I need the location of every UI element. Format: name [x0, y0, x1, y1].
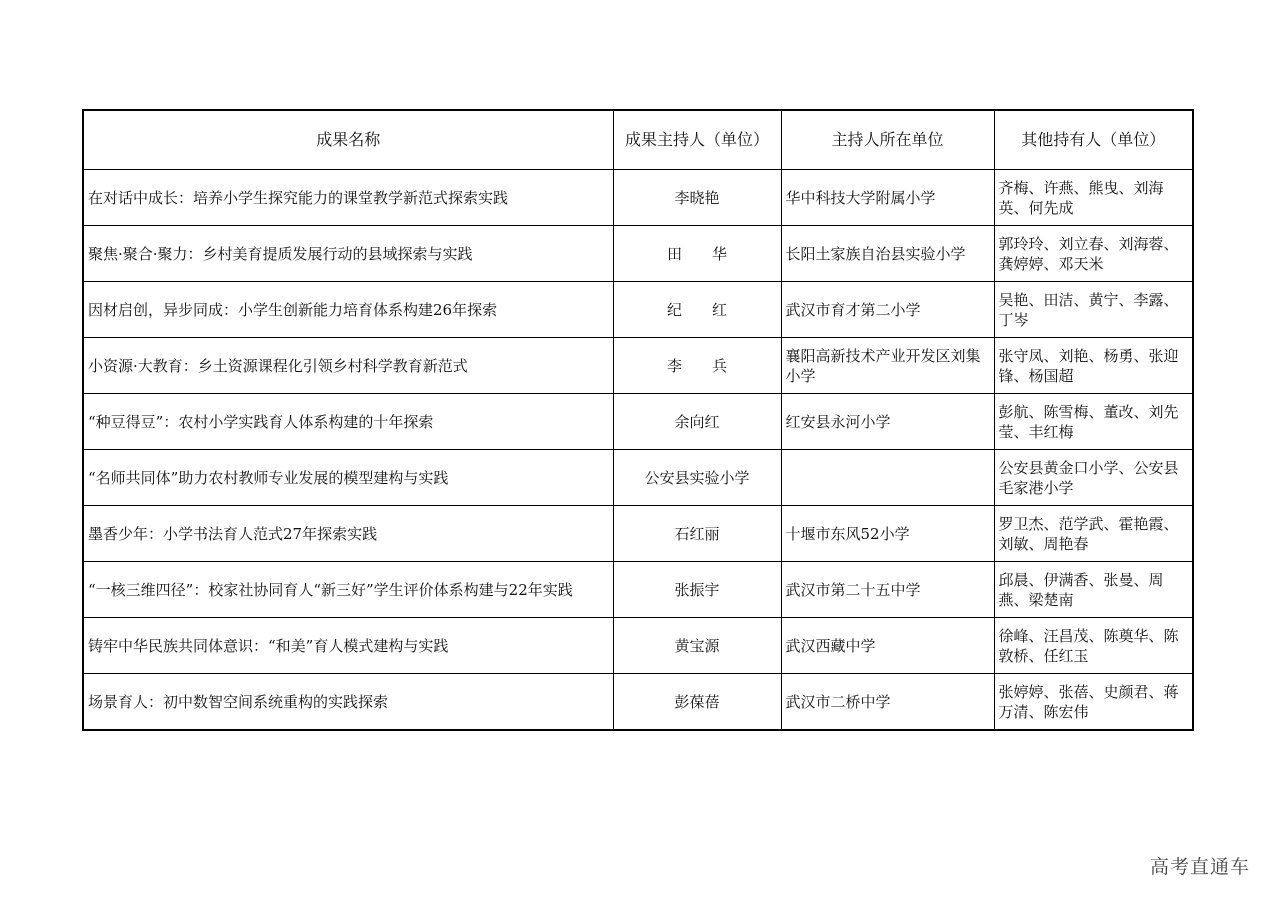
host-unit-cell: [781, 450, 994, 506]
host-cell: 纪 红: [613, 282, 781, 338]
host-cell: 张振宇: [613, 562, 781, 618]
watermark-text: 高考直通车: [1149, 856, 1250, 878]
table-row: [83, 450, 1193, 506]
table-header-row: [83, 110, 1193, 170]
achievement-name-cell: “种豆得豆”：农村小学实践育人体系构建的十年探索: [83, 394, 613, 450]
achievement-name-cell: 墨香少年：小学书法育人范式27年探索实践: [83, 506, 613, 562]
achievement-name-cell: 因材启创，异步同成：小学生创新能力培育体系构建26年探索: [83, 282, 613, 338]
achievement-name-cell: “名师共同体”助力农村教师专业发展的模型建构与实践: [83, 450, 613, 506]
host-cell: 李晓艳: [613, 170, 781, 226]
table-row: [83, 562, 1193, 618]
host-cell: 黄宝源: [613, 618, 781, 674]
table-row: [83, 170, 1193, 226]
results-table: [82, 109, 1194, 731]
achievement-name-cell: “一核三维四径”：校家社协同育人“新三好”学生评价体系构建与22年实践: [83, 562, 613, 618]
header-achievement-name: 成果名称: [83, 110, 613, 170]
table-row: [83, 226, 1193, 282]
other-holders-cell: 张婷婷、张蓓、史颜君、蒋万清、陈宏伟: [994, 674, 1193, 731]
host-cell: 余向红: [613, 394, 781, 450]
host-unit-cell: 武汉市二桥中学: [781, 674, 994, 731]
host-cell: 公安县实验小学: [613, 450, 781, 506]
achievement-name-cell: 铸牢中华民族共同体意识：“和美”育人模式建构与实践: [83, 618, 613, 674]
table-row: [83, 282, 1193, 338]
achievement-name-cell: 在对话中成长：培养小学生探究能力的课堂教学新范式探索实践: [83, 170, 613, 226]
other-holders-cell: 公安县黄金口小学、公安县毛家港小学: [994, 450, 1193, 506]
other-holders-cell: 齐梅、许燕、熊曳、刘海英、何先成: [994, 170, 1193, 226]
table-row: [83, 674, 1193, 731]
host-cell: 彭葆蓓: [613, 674, 781, 731]
table-row: [83, 618, 1193, 674]
host-unit-cell: 武汉市第二十五中学: [781, 562, 994, 618]
other-holders-cell: 张守凤、刘艳、杨勇、张迎锋、杨国超: [994, 338, 1193, 394]
host-cell: 石红丽: [613, 506, 781, 562]
other-holders-cell: 徐峰、汪昌茂、陈奠华、陈敦桥、任红玉: [994, 618, 1193, 674]
host-unit-cell: 华中科技大学附属小学: [781, 170, 994, 226]
table-row: [83, 338, 1193, 394]
host-unit-cell: 十堰市东风52小学: [781, 506, 994, 562]
other-holders-cell: 邱晨、伊满香、张曼、周燕、梁楚南: [994, 562, 1193, 618]
host-unit-cell: 武汉西藏中学: [781, 618, 994, 674]
other-holders-cell: 郭玲玲、刘立春、刘海蓉、龚婷婷、邓天米: [994, 226, 1193, 282]
header-host: 成果主持人（单位）: [613, 110, 781, 170]
achievement-name-cell: 场景育人：初中数智空间系统重构的实践探索: [83, 674, 613, 731]
achievement-name-cell: 小资源·大教育：乡土资源课程化引领乡村科学教育新范式: [83, 338, 613, 394]
host-unit-cell: 红安县永河小学: [781, 394, 994, 450]
table-row: [83, 394, 1193, 450]
achievement-name-cell: 聚焦·聚合·聚力：乡村美育提质发展行动的县域探索与实践: [83, 226, 613, 282]
other-holders-cell: 吴艳、田洁、黄宁、李露、丁岑: [994, 282, 1193, 338]
header-host-unit: 主持人所在单位: [781, 110, 994, 170]
host-cell: 田 华: [613, 226, 781, 282]
host-cell: 李 兵: [613, 338, 781, 394]
host-unit-cell: 长阳土家族自治县实验小学: [781, 226, 994, 282]
table-row: [83, 506, 1193, 562]
header-other-holders: 其他持有人（单位）: [994, 110, 1193, 170]
host-unit-cell: 襄阳高新技术产业开发区刘集小学: [781, 338, 994, 394]
host-unit-cell: 武汉市育才第二小学: [781, 282, 994, 338]
other-holders-cell: 彭航、陈雪梅、董改、刘先莹、丰红梅: [994, 394, 1193, 450]
other-holders-cell: 罗卫杰、范学武、霍艳霞、刘敏、周艳春: [994, 506, 1193, 562]
